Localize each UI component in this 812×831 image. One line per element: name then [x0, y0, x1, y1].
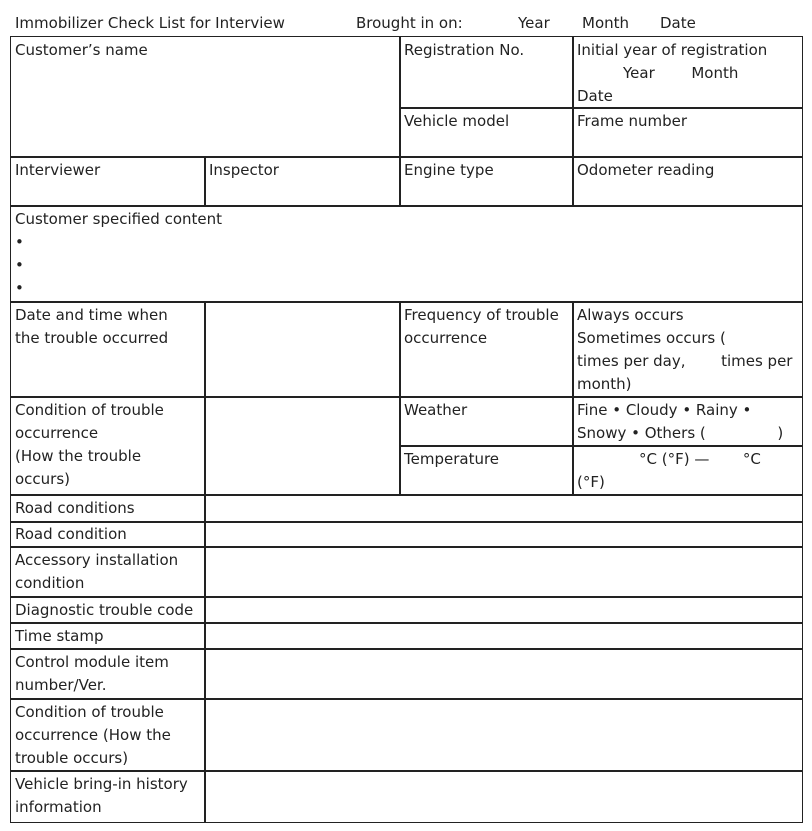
engine-type-field[interactable] [399, 156, 574, 207]
condition-label-line2: occurrence [15, 424, 99, 442]
weather-label: Weather [404, 401, 468, 419]
initial-registration-month: Month [691, 64, 739, 82]
time-stamp-label: Time stamp [15, 627, 104, 645]
road-conditions-field[interactable] [204, 494, 803, 523]
temperature-label: Temperature [404, 450, 500, 468]
interviewer-field[interactable] [10, 156, 206, 207]
registration-no-label: Registration No. [404, 41, 525, 59]
vehicle-model-field[interactable] [399, 107, 574, 158]
module-label-cell [10, 648, 206, 700]
weather-options-field[interactable] [572, 396, 803, 447]
frequency-times-line [577, 350, 798, 373]
history-field[interactable] [204, 770, 803, 823]
bullet-3: • [15, 279, 24, 297]
temperature-line2: (°F) [577, 473, 605, 491]
customer-content-label: Customer specified content [15, 210, 223, 228]
temperature-label-cell [399, 445, 574, 496]
road-condition-label-cell [10, 521, 206, 548]
initial-registration-field[interactable] [572, 36, 803, 109]
trouble-date-label-line1: Date and time when [15, 306, 168, 324]
brought-in-month: Month [582, 14, 630, 32]
dtc-label: Diagnostic trouble code [15, 601, 194, 619]
condition-field[interactable] [204, 396, 401, 496]
frequency-label-line2: occurrence [404, 329, 488, 347]
weather-line1: Fine • Cloudy • Rainy • [577, 401, 752, 419]
time-stamp-label-cell [10, 622, 206, 650]
condition2-label-line3: trouble occurs) [15, 749, 129, 767]
condition-label-cell [10, 396, 206, 496]
weather-label-cell [399, 396, 574, 447]
time-stamp-field[interactable] [204, 622, 803, 650]
form-title: Immobilizer Check List for Interview [15, 14, 285, 32]
module-field[interactable] [204, 648, 803, 700]
frequency-times-per: times per [721, 352, 793, 370]
accessory-field[interactable] [204, 546, 803, 598]
brought-in-date: Date [660, 14, 696, 32]
accessory-label-cell [10, 546, 206, 598]
weather-others-close: ) [777, 424, 784, 442]
temperature-field[interactable] [572, 445, 803, 496]
trouble-date-field[interactable] [204, 301, 401, 398]
frequency-sometimes[interactable]: Sometimes occurs ( [577, 329, 726, 347]
inspector-field[interactable] [204, 156, 401, 207]
frequency-always[interactable]: Always occurs [577, 306, 684, 324]
bullet-1: • [15, 233, 24, 251]
bullet-2: • [15, 256, 24, 274]
road-condition-label: Road condition [15, 525, 127, 543]
dtc-field[interactable] [204, 596, 803, 624]
condition2-label-line2: occurrence (How the [15, 726, 171, 744]
odometer-field[interactable] [572, 156, 803, 207]
customer-name-field[interactable] [10, 36, 401, 158]
frame-number-field[interactable] [572, 107, 803, 158]
condition-label-line3: (How the trouble [15, 447, 142, 465]
condition2-label-cell [10, 698, 206, 772]
condition2-label-line1: Condition of trouble [15, 703, 164, 721]
history-label-line2: information [15, 798, 102, 816]
temperature-to: °C [742, 450, 761, 468]
trouble-date-label-cell [10, 301, 206, 398]
initial-registration-date: Date [577, 87, 613, 105]
customer-name-label: Customer’s name [15, 41, 148, 59]
initial-registration-label: Initial year of registration [577, 41, 768, 59]
frequency-month: month) [577, 375, 632, 393]
weather-others: Snowy • Others ( [577, 424, 706, 442]
dtc-label-cell [10, 596, 206, 624]
road-condition-field[interactable] [204, 521, 803, 548]
frequency-options-field[interactable] [572, 301, 803, 398]
module-label-line2: number/Ver. [15, 676, 107, 694]
interviewer-label: Interviewer [15, 161, 101, 179]
condition-label-line4: occurs) [15, 470, 71, 488]
accessory-label-line1: Accessory installation [15, 551, 179, 569]
engine-type-label: Engine type [404, 161, 494, 179]
frequency-label-line1: Frequency of trouble [404, 306, 559, 324]
brought-in-year: Year [518, 14, 550, 32]
brought-in-label: Brought in on: [356, 14, 463, 32]
trouble-date-label-line2: the trouble occurred [15, 329, 169, 347]
odometer-label: Odometer reading [577, 161, 715, 179]
initial-registration-year: Year [623, 64, 655, 82]
condition-label-line1: Condition of trouble [15, 401, 164, 419]
temperature-line1 [577, 448, 798, 471]
weather-line2 [577, 422, 798, 445]
frequency-times-per-day: times per day, [577, 352, 686, 370]
road-conditions-label-cell [10, 494, 206, 523]
history-label-line1: Vehicle bring-in history [15, 775, 188, 793]
module-label-line1: Control module item [15, 653, 169, 671]
history-label-cell [10, 770, 206, 823]
frame-number-label: Frame number [577, 112, 688, 130]
condition2-field[interactable] [204, 698, 803, 772]
customer-content-field[interactable] [10, 205, 803, 303]
vehicle-model-label: Vehicle model [404, 112, 510, 130]
initial-registration-year-month [577, 62, 798, 85]
temperature-from: °C (°F) — [639, 450, 710, 468]
registration-no-field[interactable] [399, 36, 574, 109]
road-conditions-label: Road conditions [15, 499, 135, 517]
accessory-label-line2: condition [15, 574, 85, 592]
inspector-label: Inspector [209, 161, 279, 179]
frequency-label-cell [399, 301, 574, 398]
